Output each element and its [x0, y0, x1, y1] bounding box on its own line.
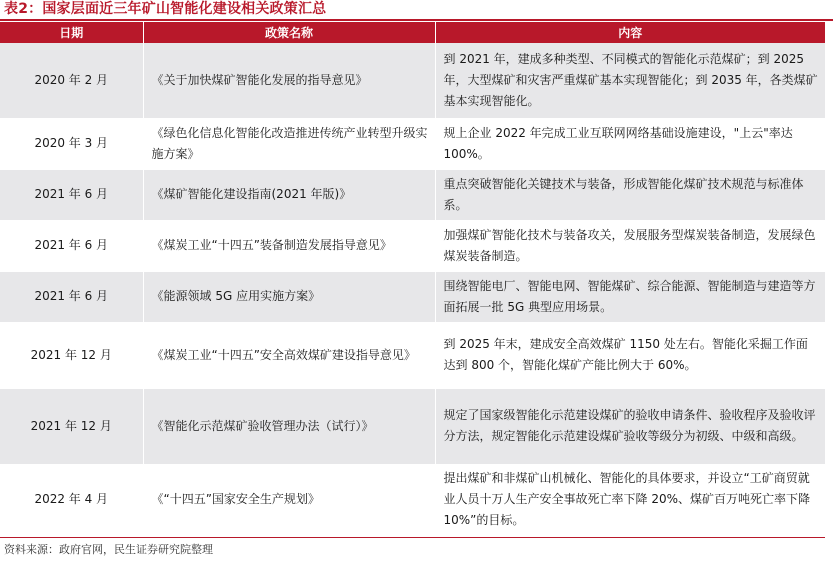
table-row [0, 220, 825, 271]
table-row [0, 322, 825, 388]
table-title: 表2：国家层面近三年矿山智能化建设相关政策汇总 [4, 1, 327, 17]
table-row [0, 271, 825, 322]
row-date: 2021 年 12 月 [0, 388, 143, 464]
source-note: 资料来源：政府官网，民生证券研究院整理 [4, 543, 213, 556]
row-policy-name: 《煤矿智能化建设指南(2021 年版)》 [143, 169, 435, 220]
row-policy-name: 《能源领域 5G 应用实施方案》 [143, 271, 435, 322]
source-divider [0, 537, 825, 538]
row-content: 加强煤矿智能化技术与装备攻关，发展服务型煤炭装备制造，发展绿色煤炭装备制造。 [435, 220, 825, 271]
title-divider [0, 19, 833, 21]
table-row [0, 388, 825, 464]
row-content: 规定了国家级智能化示范建设煤矿的验收申请条件、验收程序及验收评分方法，规定智能化示范建设煤矿验收等级分为初级、中级和高级。 [435, 388, 825, 464]
row-content: 到 2025 年末，建成安全高效煤矿 1150 处左右。智能化采掘工作面达到 800 个，智能化煤矿产能比例大于 60%。 [435, 322, 825, 388]
row-content: 提出煤矿和非煤矿山机械化、智能化的具体要求，并设立“工矿商贸就业人员十万人生产安全事故死亡率下降 20%、煤矿百万吨死亡率下降 10%”的目标。 [435, 464, 825, 535]
row-policy-name: 《绿色化信息化智能化改造推进传统产业转型升级实施方案》 [143, 118, 435, 169]
table-row [0, 464, 825, 535]
row-policy-name: 《智能化示范煤矿验收管理办法（试行）》 [143, 388, 435, 464]
row-date: 2020 年 3 月 [0, 118, 143, 169]
row-date: 2021 年 6 月 [0, 169, 143, 220]
row-date: 2021 年 6 月 [0, 220, 143, 271]
table-header-row [0, 22, 825, 43]
row-date: 2022 年 4 月 [0, 464, 143, 535]
header-policy-name: 政策名称 [143, 22, 435, 43]
row-content: 规上企业 2022 年完成工业互联网网络基础设施建设，"上云"率达 100%。 [435, 118, 825, 169]
header-content: 内容 [435, 22, 825, 43]
row-policy-name: 《“十四五”国家安全生产规划》 [143, 464, 435, 535]
header-date: 日期 [0, 22, 143, 43]
row-date: 2021 年 6 月 [0, 271, 143, 322]
row-date: 2020 年 2 月 [0, 43, 143, 118]
row-policy-name: 《煤炭工业“十四五”装备制造发展指导意见》 [143, 220, 435, 271]
row-content: 重点突破智能化关键技术与装备，形成智能化煤矿技术规范与标准体系。 [435, 169, 825, 220]
table-row [0, 43, 825, 118]
table-row [0, 169, 825, 220]
row-policy-name: 《关于加快煤矿智能化发展的指导意见》 [143, 43, 435, 118]
row-date: 2021 年 12 月 [0, 322, 143, 388]
policy-table [0, 22, 825, 536]
row-policy-name: 《煤炭工业“十四五”安全高效煤矿建设指导意见》 [143, 322, 435, 388]
table-row [0, 118, 825, 169]
row-content: 围绕智能电厂、智能电网、智能煤矿、综合能源、智能制造与建造等方面拓展一批 5G 典型应用场景。 [435, 271, 825, 322]
row-content: 到 2021 年，建成多种类型、不同模式的智能化示范煤矿；到 2025 年，大型煤矿和灾害严重煤矿基本实现智能化；到 2035 年，各类煤矿基本实现智能化。 [435, 43, 825, 118]
